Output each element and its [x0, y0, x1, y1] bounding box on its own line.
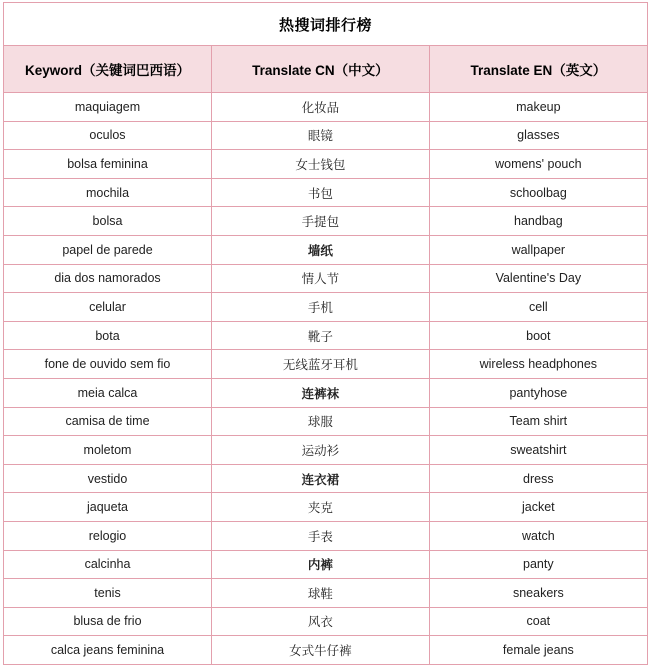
cell-translate-en: glasses [429, 121, 647, 150]
cell-translate-en: Team shirt [429, 407, 647, 436]
cell-keyword: jaqueta [4, 493, 212, 522]
cell-keyword: meia calca [4, 378, 212, 407]
cell-keyword: bota [4, 321, 212, 350]
cell-keyword: dia dos namorados [4, 264, 212, 293]
cell-translate-en: sweatshirt [429, 436, 647, 465]
cell-keyword: vestido [4, 464, 212, 493]
table-row [4, 550, 648, 579]
cell-translate-en: boot [429, 321, 647, 350]
cell-translate-cn: 风衣 [212, 607, 430, 636]
cell-translate-cn: 运动衫 [212, 436, 430, 465]
cell-translate-en: Valentine's Day [429, 264, 647, 293]
table-body [4, 3, 648, 665]
cell-keyword: moletom [4, 436, 212, 465]
cell-translate-cn: 夹克 [212, 493, 430, 522]
table-row [4, 436, 648, 465]
cell-translate-en: cell [429, 293, 647, 322]
table-row [4, 93, 648, 122]
cell-keyword: bolsa feminina [4, 150, 212, 179]
cell-keyword: bolsa [4, 207, 212, 236]
cell-keyword: calca jeans feminina [4, 636, 212, 665]
document-page [0, 2, 650, 657]
table-row [4, 378, 648, 407]
table-row [4, 321, 648, 350]
table-row [4, 350, 648, 379]
table-row [4, 579, 648, 608]
table-row [4, 207, 648, 236]
cell-translate-cn: 无线蓝牙耳机 [212, 350, 430, 379]
cell-translate-en: female jeans [429, 636, 647, 665]
cell-translate-cn: 女士钱包 [212, 150, 430, 179]
column-header-keyword: Keyword（关键词巴西语） [4, 46, 212, 93]
cell-translate-cn: 眼镜 [212, 121, 430, 150]
cell-translate-cn: 书包 [212, 178, 430, 207]
cell-translate-en: handbag [429, 207, 647, 236]
cell-translate-cn: 墙纸 [212, 235, 430, 264]
cell-translate-cn: 球鞋 [212, 579, 430, 608]
table-title-row [4, 3, 648, 46]
table-row [4, 521, 648, 550]
cell-keyword: celular [4, 293, 212, 322]
cell-keyword: relogio [4, 521, 212, 550]
cell-keyword: papel de parede [4, 235, 212, 264]
cell-keyword: mochila [4, 178, 212, 207]
cell-keyword: blusa de frio [4, 607, 212, 636]
cell-keyword: oculos [4, 121, 212, 150]
cell-translate-en: pantyhose [429, 378, 647, 407]
page-title: 热搜词排行榜 [4, 3, 648, 46]
cell-keyword: camisa de time [4, 407, 212, 436]
cell-translate-en: womens' pouch [429, 150, 647, 179]
cell-translate-en: jacket [429, 493, 647, 522]
column-header-translate-cn: Translate CN（中文） [212, 46, 430, 93]
table-row [4, 464, 648, 493]
hot-search-keyword-table [3, 2, 648, 665]
table-row [4, 493, 648, 522]
table-row [4, 178, 648, 207]
table-row [4, 293, 648, 322]
table-row [4, 264, 648, 293]
cell-translate-cn: 靴子 [212, 321, 430, 350]
table-row [4, 407, 648, 436]
cell-translate-en: watch [429, 521, 647, 550]
cell-translate-cn: 女式牛仔裤 [212, 636, 430, 665]
table-row [4, 636, 648, 665]
table-row [4, 607, 648, 636]
cell-translate-en: makeup [429, 93, 647, 122]
table-header-row [4, 46, 648, 93]
cell-translate-cn: 情人节 [212, 264, 430, 293]
cell-translate-cn: 内裤 [212, 550, 430, 579]
cell-translate-cn: 球服 [212, 407, 430, 436]
cell-translate-en: panty [429, 550, 647, 579]
cell-translate-en: sneakers [429, 579, 647, 608]
cell-keyword: calcinha [4, 550, 212, 579]
cell-translate-cn: 化妆品 [212, 93, 430, 122]
cell-translate-en: dress [429, 464, 647, 493]
cell-translate-en: schoolbag [429, 178, 647, 207]
cell-translate-cn: 连裤袜 [212, 378, 430, 407]
cell-keyword: tenis [4, 579, 212, 608]
table-row [4, 121, 648, 150]
cell-translate-cn: 手机 [212, 293, 430, 322]
table-row [4, 235, 648, 264]
cell-translate-cn: 连衣裙 [212, 464, 430, 493]
cell-translate-en: wireless headphones [429, 350, 647, 379]
cell-translate-cn: 手提包 [212, 207, 430, 236]
cell-translate-en: coat [429, 607, 647, 636]
column-header-translate-en: Translate EN（英文） [429, 46, 647, 93]
cell-translate-cn: 手表 [212, 521, 430, 550]
cell-keyword: fone de ouvido sem fio [4, 350, 212, 379]
cell-translate-en: wallpaper [429, 235, 647, 264]
table-row [4, 150, 648, 179]
cell-keyword: maquiagem [4, 93, 212, 122]
